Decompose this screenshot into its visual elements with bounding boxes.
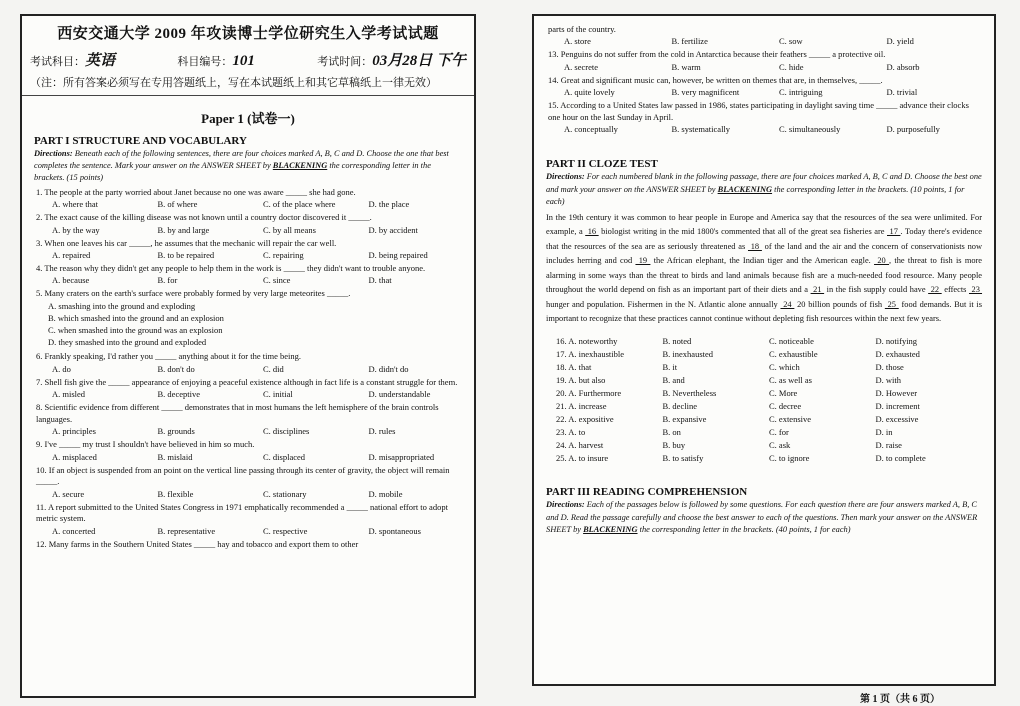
answer-option: B. grounds (157, 426, 195, 437)
cloze-option: D. those (875, 361, 904, 372)
answer-option: A. do (52, 363, 71, 374)
cloze-choice-row (556, 387, 982, 400)
cloze-text: food demands. But it is important to recognize that these practices cannot continue without depleting fish resources within the next few years. (546, 299, 983, 324)
cloze-option: B. and (662, 374, 685, 385)
answer-option: B. representative (157, 525, 216, 536)
cloze-passage (534, 208, 994, 327)
question-options (22, 451, 474, 463)
answer-option: C. hide (779, 61, 804, 72)
cloze-option: 17. A. inexhaustible (556, 348, 624, 359)
cloze-option: C. exhaustible (769, 348, 818, 359)
question-options (22, 388, 474, 400)
answer-option: A. conceptually (564, 124, 618, 135)
cloze-option: D. raise (875, 440, 902, 451)
answer-option: C. disciplines (263, 426, 310, 437)
question-stem: 14. Great and significant music can, however, be written on themes that are, in themselves, _____. (548, 74, 883, 85)
question-stem: 1. The people at the party worried about Janet because no one was aware _____ she had gone. (36, 186, 356, 197)
directions-label: Directions: (546, 172, 585, 182)
cloze-blank: 22 (928, 285, 942, 295)
directions-text: For each numbered blank in the following passage, there are four choices marked A, B, C and D. Choose the best one and mark your answer on the ANSWER SHEET by (546, 172, 982, 194)
answer-option: B. systematically (671, 124, 731, 135)
cloze-option: D. in (875, 427, 893, 438)
cloze-option: C. decree (769, 400, 802, 411)
part1-heading: PART I STRUCTURE AND VOCABULARY (34, 135, 247, 147)
subject-value: 英语 (85, 53, 116, 69)
exam-info-row (22, 46, 474, 72)
question-stem: 5. Many craters on the earth's surface were probably formed by very large meteorites _____. (36, 288, 351, 299)
subject-field (30, 49, 115, 70)
cloze-option: D. However (875, 387, 918, 398)
question-options (22, 363, 474, 375)
answer-option: D. spontaneous (368, 525, 421, 536)
answer-option: B. of where (157, 199, 198, 210)
answer-option: D. misappropriated (368, 451, 435, 462)
cloze-option: C. for (769, 427, 789, 438)
page-footer: 第 1 页（共 6 页） (860, 694, 940, 705)
cloze-text: of the land and the air and the concern of conservationists now includes herring and cod (546, 241, 982, 266)
answer-option: A. principles (52, 426, 96, 437)
question-options (22, 249, 474, 261)
part2-directions (534, 171, 994, 208)
question-options (534, 123, 994, 135)
answer-option: A. smashing into the ground and exploding (48, 300, 196, 311)
answer-option: A. quite lovely (564, 87, 615, 98)
cloze-blank: 20 (874, 256, 890, 266)
cloze-option: 21. A. increase (556, 400, 607, 411)
answer-option: B. very magnificent (671, 87, 740, 98)
question-stem: 9. I've _____ my trust I shouldn't have believed in him so much. (36, 439, 255, 450)
directions-key: BLACKENING (717, 184, 773, 194)
answer-option: A. misplaced (52, 451, 97, 462)
question-options (534, 86, 994, 98)
answer-option: D. they smashed into the ground and exploded (48, 336, 207, 347)
cloze-option: C. More (769, 387, 798, 398)
directions-key: BLACKENING (272, 161, 328, 171)
answer-option: C. by all means (263, 224, 316, 235)
directions-text: Beneath each of the following sentences, there are four choices marked A, B, C and D. Choose the one that best completes the sentence. Mark your answer on the ANSWER SHEET by (34, 149, 449, 171)
question-options (22, 425, 474, 437)
cloze-text: hunger and population. Fishermen in the N. Atlantic alone annually (546, 299, 781, 309)
answer-option: C. since (263, 275, 291, 286)
directions-label: Directions: (34, 149, 73, 158)
cloze-choice-row (556, 348, 982, 361)
cloze-blank: 25 (884, 299, 899, 309)
answer-option: A. secrete (564, 61, 598, 72)
cloze-option: C. extensive (769, 414, 812, 424)
answer-option: D. yield (886, 36, 914, 47)
answer-option: C. stationary (263, 488, 307, 499)
answer-option: B. for (157, 275, 178, 286)
answer-option: B. fertilize (671, 36, 708, 47)
answer-option: A. repaired (52, 249, 91, 260)
cloze-text: biologist writing in the mid 1800's commented that all of the great sea fisheries are (598, 227, 887, 237)
answer-option: A. store (564, 36, 591, 47)
cloze-option: B. Nevertheless (662, 387, 717, 398)
question-options (22, 224, 474, 236)
answer-option: A. where that (52, 199, 99, 210)
question-stem: 13. Penguins do not suffer from the cold in Antarctica because their feathers _____ a protective oil. (548, 49, 886, 60)
question-stem: 4. The reason why they didn't get any people to help them in the work is _____ they didn't want to trouble anyone. (36, 262, 426, 273)
question-stem: 8. Scientific evidence from different _____ demonstrates that in most humans the left hemisphere of the brain controls languages. (36, 402, 439, 424)
directions-tail: the corresponding letter in the brackets. (10 points, 1 for each) (546, 184, 965, 206)
cloze-text: effects (941, 285, 969, 295)
answer-option: D. absorb (886, 61, 920, 72)
question-stem: 10. If an object is suspended from an point on the vertical line passing through its center of gravity, the object will remain _____. (36, 464, 450, 487)
cloze-option: C. ask (769, 440, 791, 451)
cloze-text: 20 billion pounds of fish (794, 299, 885, 309)
exam-header (22, 16, 474, 96)
directions-text: Each of the passages below is followed by some questions. For each question there are four answers marked A, B, C and D. Read the passage carefully and choose the best answer to each of the questions. Then mark your answer on the ANSWER SHEET by (546, 500, 978, 534)
answer-option: D. didn't do (368, 363, 409, 374)
answer-option: B. mislaid (157, 451, 193, 462)
cloze-option: B. inexhausted (662, 348, 714, 359)
directions-tail: the corresponding letter in the brackets. (40 points, 1 for each) (637, 524, 851, 534)
cloze-choice-row (556, 361, 982, 374)
answer-option: C. did (263, 363, 284, 374)
answer-option: D. by accident (368, 224, 418, 235)
question-options (22, 525, 474, 537)
right-question-list (534, 49, 994, 135)
question-stem: 12. Many farms in the Southern United States _____ hay and tobacco and export them to other (36, 538, 359, 549)
answer-option: A. concerted (52, 525, 96, 536)
part3-heading: PART III READING COMPREHENSION (546, 486, 748, 499)
cloze-option: 23. A. to (556, 427, 586, 438)
directions-label: Directions: (546, 500, 585, 510)
cloze-option: D. to complete (875, 453, 926, 464)
exam-page-left (20, 14, 476, 698)
answer-option: A. by the way (52, 224, 100, 235)
answer-option: C. displaced (263, 451, 306, 462)
cloze-choice-row (556, 413, 982, 426)
answer-option: C. sow (779, 36, 803, 47)
answer-option: B. to be repaired (157, 249, 215, 260)
cloze-option: 25. A. to insure (556, 453, 609, 464)
answer-option: C. of the place where (263, 199, 336, 210)
question-options (22, 300, 474, 350)
cloze-option: B. on (662, 427, 681, 438)
question-options (22, 198, 474, 210)
question-stem: 11. A report submitted to the United States Congress in 1971 emphatically recommended a _____ national effort to adopt metric system. (36, 501, 448, 524)
cloze-blank: 21 (810, 285, 825, 295)
cloze-text: in the fish supply could have (824, 285, 929, 295)
question-stem: 7. Shell fish give the _____ appearance of enjoying a peaceful existence although in fact life is a constant struggle for them. (36, 376, 458, 387)
cloze-blank: 24 (780, 299, 795, 309)
question-options (534, 61, 994, 73)
answer-option: D. the place (368, 199, 410, 210)
answer-option: A. because (52, 275, 90, 286)
cloze-option: B. buy (662, 440, 686, 451)
answer-option: C. repairing (263, 249, 304, 260)
cloze-blank: 17 (887, 227, 901, 237)
answer-option: C. intriguing (779, 87, 823, 98)
subject-label: 考试科目： (30, 56, 85, 68)
cloze-option: 20. A. Furthermore (556, 387, 622, 398)
cloze-blank: 23 (968, 285, 983, 295)
part1-question-list (22, 187, 474, 551)
cloze-option: D. notifying (875, 335, 918, 346)
cloze-option: D. increment (875, 400, 920, 411)
answer-option: D. that (368, 275, 392, 286)
cloze-choice-row (556, 374, 982, 387)
answer-option: D. mobile (368, 488, 403, 499)
answer-option: D. purposefully (886, 124, 940, 135)
cloze-option: 19. A. but also (556, 374, 606, 385)
cloze-text: In the 19th century it was common to hear people in Europe and America say that the resources of the sea were unlimited. For example, a (546, 212, 982, 237)
cloze-choice-row (556, 452, 982, 465)
answer-option: C. initial (263, 389, 293, 400)
cloze-option: B. it (662, 361, 678, 372)
question-options (22, 488, 474, 500)
time-field (317, 49, 466, 70)
code-label: 科目编号： (177, 56, 233, 68)
answer-option: A. misled (52, 389, 86, 400)
question-continuation: parts of the country. (548, 24, 616, 34)
paper-title: Paper 1 (试卷一) (201, 111, 295, 126)
answer-option: D. trivial (886, 87, 918, 98)
time-value: 03月28日 下午 (372, 53, 466, 69)
cloze-blank: 18 (747, 241, 762, 251)
cloze-choices (534, 327, 994, 466)
answer-option: A. secure (52, 488, 85, 499)
cloze-option: 18. A. that (556, 361, 592, 372)
answer-option: D. rules (368, 426, 396, 437)
cloze-blank: 19 (635, 256, 651, 266)
answer-option: B. deceptive (157, 389, 200, 400)
part3-directions (534, 499, 994, 536)
answer-option: B. which smashed into the ground and an explosion (48, 312, 224, 323)
part2-heading: PART II CLOZE TEST (546, 158, 658, 171)
answer-option: D. understandable (368, 389, 431, 400)
question-stem: 6. Frankly speaking, I'd rather you _____ anything about it for the time being. (36, 351, 301, 362)
cloze-choice-row (556, 426, 982, 439)
cloze-option: D. exhausted (875, 348, 920, 359)
cloze-option: C. which (769, 361, 800, 372)
cloze-choice-row (556, 335, 982, 348)
cloze-option: C. noticeable (769, 335, 814, 346)
cloze-choice-row (556, 439, 982, 452)
cloze-option: 16. A. noteworthy (556, 335, 618, 346)
answer-option: B. flexible (157, 488, 194, 499)
answer-option: B. don't do (157, 363, 195, 374)
question-stem: 3. When one leaves his car _____, he assumes that the mechanic will repair the car well. (36, 237, 337, 248)
time-label: 考试时间： (317, 56, 373, 68)
answer-option: D. being repaired (368, 249, 428, 260)
code-field (177, 53, 255, 70)
cloze-text: , the threat to fish is more alarming in some ways than the threat to birds and land animals because fish are a much-needed food resource. Many people throughout the world depend on fish as an important part of their diets and a (546, 256, 983, 295)
directions-tail: the corresponding letter in the brackets. (15 points) (34, 161, 431, 183)
cloze-option: C. as well as (769, 374, 812, 385)
answer-option: C. when smashed into the ground was an explosion (48, 324, 223, 335)
cloze-option: B. noted (662, 335, 692, 346)
question-stem: 15. According to a United States law passed in 1986, states participating in daylight saving time _____ advance their clocks one hour on the last Sunday in April. (548, 100, 969, 122)
answer-option: B. by and large (157, 224, 210, 235)
cloze-option: B. decline (662, 400, 697, 411)
answer-sheet-note: （注：所有答案必须写在专用答题纸上，写在本试题纸上和其它草稿纸上一律无效） (30, 77, 437, 89)
answer-option: C. respective (263, 525, 308, 536)
cloze-choice-row (556, 400, 982, 413)
answer-option: B. warm (671, 61, 701, 72)
question-options (534, 35, 994, 47)
directions-key: BLACKENING (583, 524, 638, 534)
cloze-option: D. with (875, 374, 901, 385)
question-options (22, 274, 474, 286)
cloze-option: 22. A. expositive (556, 414, 614, 424)
cloze-option: D. excessive (875, 414, 919, 424)
cloze-option: B. expansive (662, 414, 707, 424)
cloze-option: C. to ignore (769, 453, 810, 464)
exam-page-right (532, 14, 996, 686)
answer-option: C. simultaneously (779, 124, 841, 135)
code-value: 101 (232, 53, 255, 69)
cloze-option: B. to satisfy (662, 453, 704, 464)
cloze-option: 24. A. harvest (556, 440, 604, 451)
cloze-blank: 16 (585, 227, 599, 237)
cloze-text: . Today there's evidence that the resources of the sea are as seriously threatened as (546, 227, 982, 251)
part1-directions (22, 148, 474, 185)
cloze-text: the African elephant, the Indian tiger and the American eagle. (650, 256, 875, 266)
exam-title: 西安交通大学 2009 年攻读博士学位研究生入学考试试题 (57, 26, 439, 42)
question-stem: 2. The exact cause of the killing disease was not known until a country doctor discovered it _____. (36, 212, 372, 223)
